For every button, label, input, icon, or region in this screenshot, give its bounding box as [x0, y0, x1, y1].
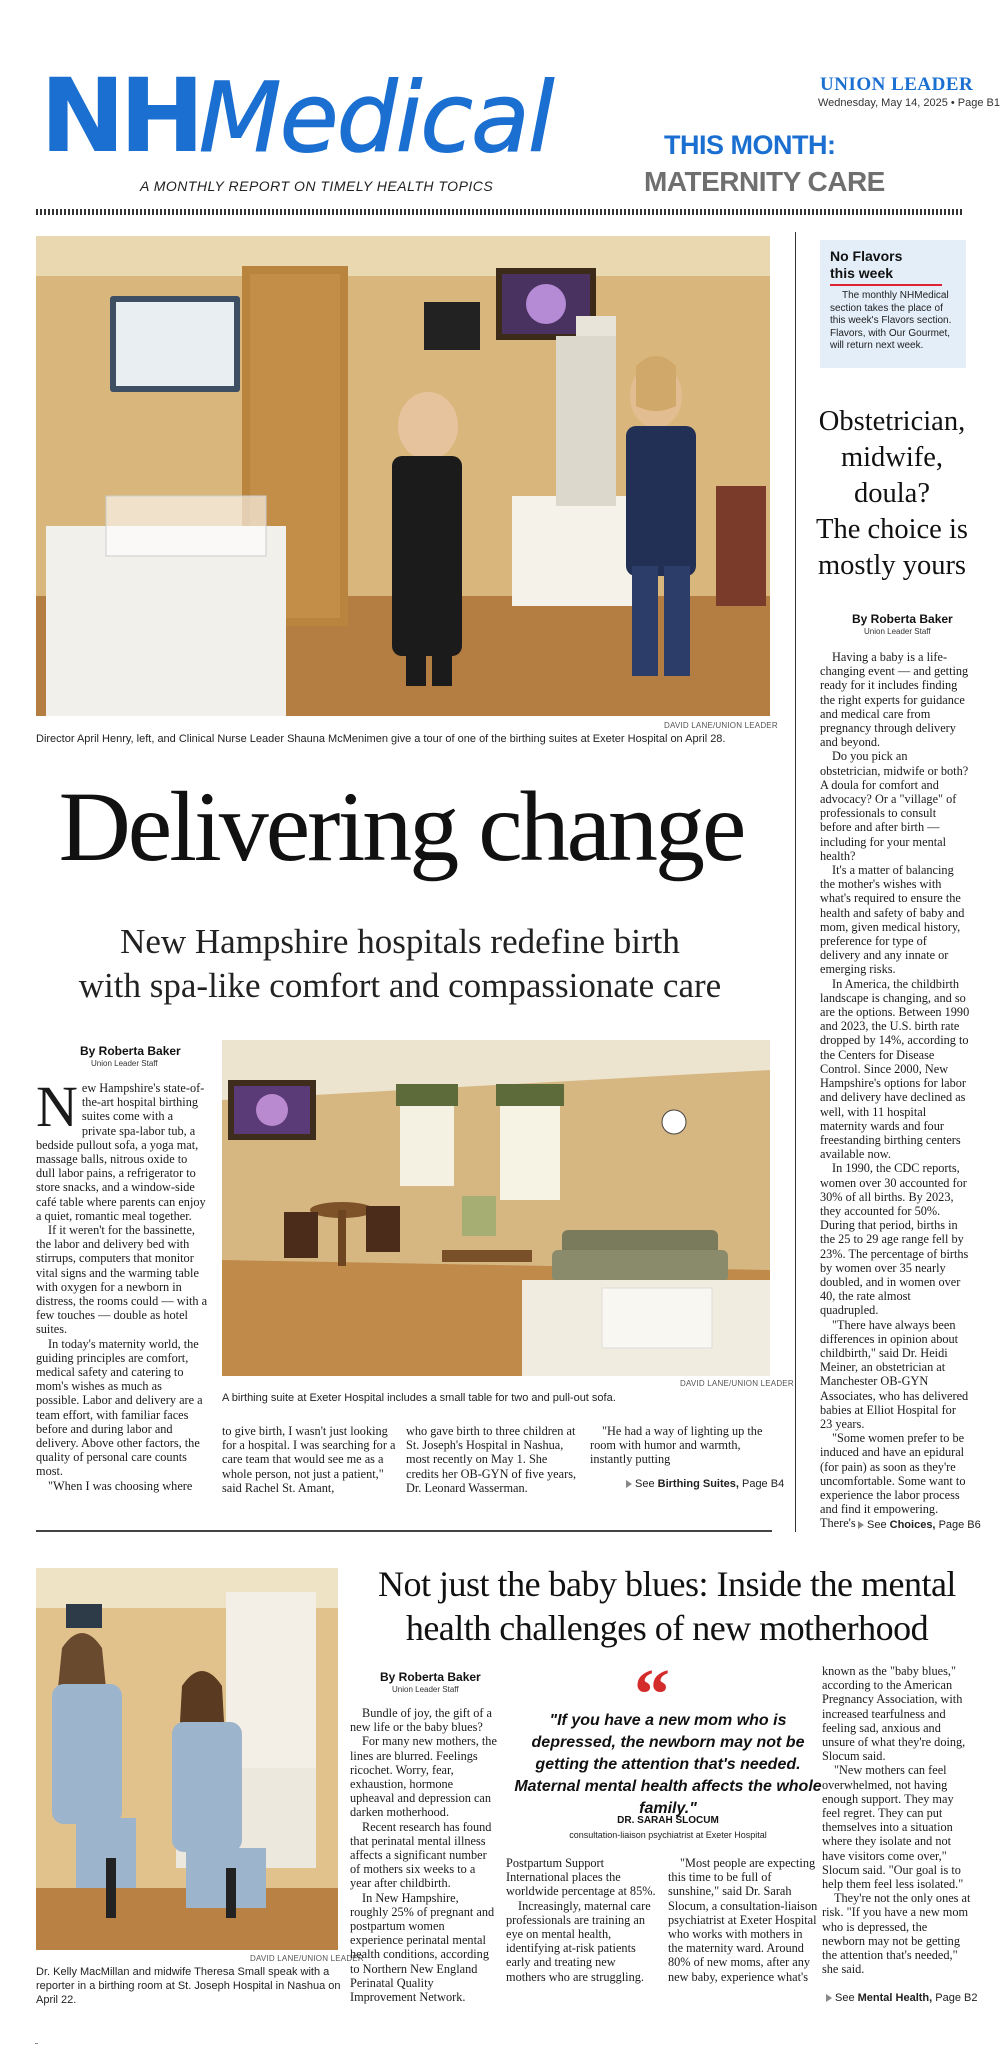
main-col3-text: who gave birth to three children at St. Joseph's Hospital in Nashua, most recently on May 1. She credits her OB-GYN of five years, Dr. Leonard Wasserman.	[406, 1424, 577, 1495]
no-flavors-rule	[830, 284, 942, 286]
masthead-divider	[36, 209, 964, 215]
paper-name: UNION LEADER	[820, 74, 974, 95]
main-headline: Delivering change	[58, 771, 744, 882]
choices-jump-link[interactable]	[858, 1519, 981, 1531]
sidebar-p6: "There have always been differences in opinion about childbirth," said Dr. Heidi Meiner, an obstetrician at Manchester OB-GYN Associates, who has delivered babies at Elliot Hospital for 23 years.	[820, 1317, 969, 1431]
room-photo-credit: DAVID LANE/UNION LEADER	[680, 1379, 794, 1388]
no-flavors-box	[820, 240, 966, 368]
sidebar-headline-3: doula?	[854, 478, 930, 509]
sidebar-p2: Do you pick an obstetrician, midwife or both? A doula for comfort and advocacy? Or a "village" of professionals to consult before and after birth — including for your mental health?	[820, 749, 969, 863]
second-story-col-3	[668, 1856, 818, 1984]
top-photo-caption: Director April Henry, left, and Clinical Nurse Leader Shauna McMenimen give a tour of one of the birthing suites at Exeter Hospital on April 28.	[36, 733, 726, 745]
second-story-col-2	[506, 1856, 656, 1984]
mental-health-jump-link[interactable]	[826, 1992, 977, 2004]
sidebar-byline-role: Union Leader Staff	[864, 627, 931, 636]
main-col1-p4: "When I was choosing where	[48, 1478, 193, 1493]
second-col1-p3: Recent research has found that perinatal mental illness affects a significant number of mothers six weeks to a year after childbirth.	[350, 1819, 492, 1891]
section-divider	[36, 1530, 772, 1532]
birthing-suite-photo	[222, 1040, 770, 1376]
second-col2-p1: Postpartum Support International places the worldwide percentage at 85%.	[506, 1856, 656, 1899]
top-photo-credit: DAVID LANE/UNION LEADER	[664, 721, 778, 730]
sidebar-headline-2: midwife,	[840, 442, 944, 473]
room-photo-caption: A birthing suite at Exeter Hospital includes a small table for two and pull-out sofa.	[222, 1392, 616, 1404]
second-story-col-1	[350, 1706, 498, 2016]
bottom-photo	[36, 1568, 338, 1950]
jump-target: Birthing Suites,	[657, 1478, 739, 1490]
jump-prefix: See	[867, 1519, 887, 1531]
dropcap: N	[36, 1074, 78, 1139]
jump-page: Page B4	[741, 1478, 785, 1490]
logo-nh: NH	[40, 57, 199, 176]
jump-arrow-icon	[858, 1521, 864, 1529]
second-col2-p2: Increasingly, maternal care professionals are training an eye on mental health, identifying at-risk patients early and treating new mothers who are struggling.	[506, 1898, 651, 1984]
main-story-col-2	[222, 1424, 396, 1495]
second-headline-1: Not just the baby blues: Inside the mental	[378, 1564, 956, 1604]
second-col1-p2: For many new mothers, the lines are blurred. Feelings ricochet. Worry, fear, exhaustion, hormone upheaval and depression can darken motherhood.	[350, 1734, 497, 1820]
second-col4-p3: They're not the only ones at risk. "If you have a new mom who is depressed, the newborn may not be getting the attention that's needed," she said.	[822, 1891, 971, 1977]
this-month-topic: MATERNITY CARE	[644, 166, 885, 197]
second-headline-2: health challenges of new motherhood	[405, 1608, 929, 1648]
subhead-line-2: with spa-like comfort and compassionate care	[78, 966, 722, 1005]
main-byline: By Roberta Baker	[80, 1044, 181, 1058]
this-month-label: THIS MONTH:	[664, 130, 836, 160]
jump-page: Page B2	[935, 1992, 978, 2004]
sidebar-p7: "Some women prefer to be induced and have an epidural (for pain) as soon as they're uncomfortable. Some want to experience the labor process and find it empowering. There's	[820, 1431, 966, 1531]
pull-quote-name: DR. SARAH SLOCUM	[617, 1815, 719, 1826]
jump-arrow-icon	[626, 1480, 632, 1488]
sidebar-headline-1: Obstetrician,	[818, 406, 966, 437]
jump-prefix: See	[635, 1478, 655, 1490]
second-col3-p1: "Most people are expecting this time to be full of sunshine," said Dr. Sarah Slocum, a consultation-liaison psychiatrist at Exeter Hospital who works with mothers in the maternity ward. Around 80% of new moms, after any new baby, experience what's	[668, 1856, 818, 1984]
birthing-suites-jump-link[interactable]	[626, 1478, 784, 1490]
second-col4-p1: known as the "baby blues," according to the American Pregnancy Association, with increased tearfulness and feeling sad, anxious and unsure of what they're doing, Slocum said.	[822, 1664, 966, 1764]
main-story-col-3	[406, 1424, 578, 1495]
main-col1-p2: If it weren't for the bassinette, the labor and delivery bed with stirrups, computers that monitor vital signs and the warming table with oxygen for a newborn in distress, the rooms could — with a few touches — double as hotel suites.	[36, 1223, 208, 1337]
second-byline: By Roberta Baker	[380, 1670, 481, 1684]
main-col4-text: "He had a way of lighting up the room with humor and warmth, instantly putting	[590, 1424, 763, 1467]
nhmedical-logo	[40, 57, 553, 176]
main-story-col-4	[590, 1424, 770, 1467]
second-col1-p1: Bundle of joy, the gift of a new life or the baby blues?	[350, 1706, 492, 1735]
sidebar-headline-5: mostly yours	[817, 550, 967, 581]
no-flavors-title-1: No Flavors	[830, 248, 903, 264]
main-byline-role: Union Leader Staff	[91, 1059, 158, 1068]
sidebar-p3: It's a matter of balancing the mother's wishes with what's required to ensure the health and safety of baby and mom, given medical history, preference for type of delivery and any innate or emerging risks.	[820, 863, 965, 977]
pull-quote-role: consultation-liaison psychiatrist at Exeter Hospital	[569, 1830, 767, 1840]
jump-target: Mental Health,	[857, 1992, 933, 2004]
jump-prefix: See	[835, 1992, 855, 2004]
second-headline	[356, 1562, 978, 1650]
jump-page: Page B6	[938, 1519, 981, 1531]
no-flavors-text: The monthly NHMedical section takes the place of this week's Flavors section. Flavors, with Our Gourmet, will return next week.	[830, 290, 952, 351]
second-byline-role: Union Leader Staff	[392, 1685, 459, 1694]
second-col4-p2: "New mothers can feel overwhelmed, not having enough support. They may feel regret. They can put themselves into a situation where they isolate and not have visitors come over," Slocum said. "Our goal is to help them feel less isolated."	[822, 1763, 964, 1892]
main-col1-p3: In today's maternity world, the guiding principles are comfort, medical safety and catering to mom's wishes as much as possible. Labor and delivery are a team effort, with familiar faces before and during labor and delivery. Above other factors, the quality of personal care counts most.	[36, 1336, 203, 1479]
footer-mark	[35, 2043, 38, 2044]
second-story-col-4	[822, 1664, 972, 1984]
top-photo	[36, 236, 770, 716]
main-story-col-1	[36, 1074, 208, 1493]
date-line: Wednesday, May 14, 2025 • Page B1	[818, 97, 1001, 109]
sidebar-p4: In America, the childbirth landscape is changing, and so are the options. Between 1990 and 2023, the U.S. birth rate dropped by 14%, according to the Centers for Disease Control. Since 2000, New Hampshire's options for labor and delivery have declined as well, with 11 hospital maternity wards and four freestanding birthing centers available now.	[820, 976, 970, 1162]
main-col2-text: to give birth, I wasn't just looking for a hospital. I was searching for a care team that would see me as a whole person, not just a patient," said Rachel St. Amant,	[222, 1424, 396, 1495]
quote-mark-icon: “	[634, 1654, 670, 1734]
second-col1-p4: In New Hampshire, roughly 25% of pregnant and postpartum women experience perinatal mental health conditions, according to Northern New England Perinatal Quality Improvement Network.	[350, 1890, 495, 2005]
sidebar-headline	[808, 404, 976, 584]
jump-arrow-icon	[826, 1994, 832, 2002]
sidebar-p1: Having a baby is a life-changing event — and getting ready for it includes finding the right experts for guidance and medical care from pregnancy through delivery and beyond.	[820, 650, 969, 750]
jump-target: Choices,	[889, 1519, 936, 1531]
main-col1-p1: ew Hampshire's state-of-the-art hospital birthing suites come with a private spa-labor tub, a bedside pullout sofa, a yoga mat, massage balls, nitrous oxide to dull labor pains, a refrigerator to store snacks, and a window-side café table where parents can enjoy a quiet, romantic meal together.	[36, 1081, 206, 1223]
column-divider	[795, 232, 796, 1532]
main-subhead	[40, 920, 760, 1008]
no-flavors-title-2: this week	[830, 265, 894, 281]
subhead-line-1: New Hampshire hospitals redefine birth	[120, 922, 680, 961]
pull-quote: "If you have a new mom who is depressed, the newborn may not be getting the attention that's needed. Maternal mental health affects the whole family."	[514, 1712, 822, 1817]
sidebar-p5: In 1990, the CDC reports, women over 30 accounted for 30% of all births. By 2023, they accounted for 50%. During that period, births in the 25 to 29 age range fell by 23%. The percentage of births by women over 35 nearly doubled, and in women over 40, the rate almost quadrupled.	[820, 1161, 969, 1318]
sidebar-headline-4: The choice is	[816, 514, 968, 545]
sidebar-byline: By Roberta Baker	[852, 612, 953, 626]
section-tagline: A MONTHLY REPORT ON TIMELY HEALTH TOPICS	[140, 178, 494, 194]
bottom-photo-credit: DAVID LANE/UNION LEADER	[250, 1954, 364, 1963]
bottom-photo-caption: Dr. Kelly MacMillan and midwife Theresa Small speak with a reporter in a birthing room at St. Joseph Hospital in Nashua on April 22.	[36, 1966, 341, 2006]
logo-medical: Medical	[198, 62, 553, 174]
